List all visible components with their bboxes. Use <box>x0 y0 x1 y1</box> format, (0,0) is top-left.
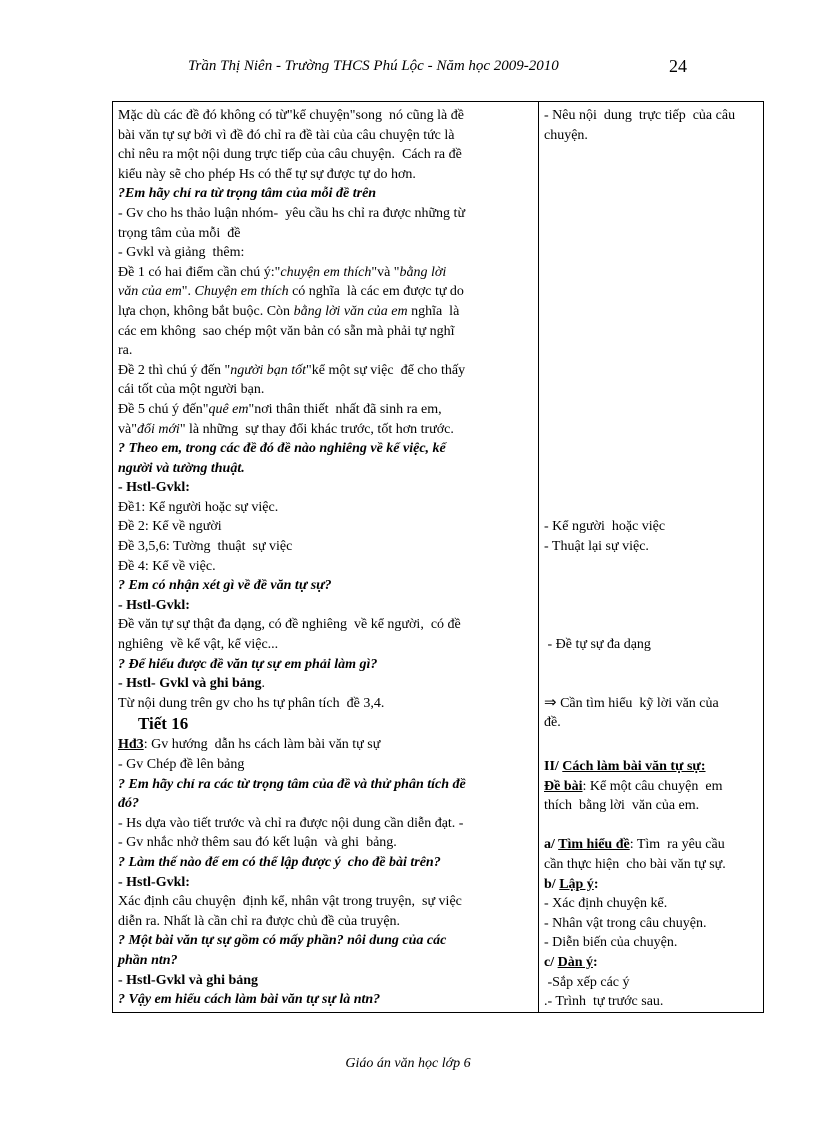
question-line: ? Làm thế nào để em có thể lập được ý cho đề bài trên? <box>118 854 441 870</box>
page-header <box>0 56 816 80</box>
text-line: cái tốt của một người bạn. <box>118 382 265 398</box>
text-line <box>544 953 758 973</box>
text-line: Đề 2: Kể về người <box>118 519 222 535</box>
header-title: Trần Thị Niên - Trường THCS Phú Lộc - Năm học 2009-2010 <box>188 58 559 74</box>
text-line: - Nhân vật trong câu chuyện. <box>544 915 707 931</box>
text-span: có nghĩa là các em được tự do <box>288 284 464 300</box>
page-footer: Giáo án văn học lớp 6 <box>345 1056 471 1071</box>
section-heading <box>544 757 758 777</box>
content-column <box>539 102 764 1013</box>
text-line: Xác định câu chuyện định kể, nhân vật trong truyện, sự việc <box>118 894 462 910</box>
italic-phrase: bằng lời văn của em <box>293 303 408 319</box>
question-line: ? Theo em, trong các đề đó đề nào nghiêng về kể việc, kể <box>118 441 446 457</box>
text-line: nghiêng về kể vật, kể việc... <box>118 637 279 653</box>
answer-heading: - Hstl-Gvkl và ghi bảng <box>118 972 259 988</box>
text-span: . <box>261 676 266 692</box>
text-line <box>544 875 758 895</box>
text-line: - Gvkl và giảng thêm: <box>118 245 245 261</box>
text-span: : <box>593 876 599 892</box>
text-span: : Gv hướng dẫn hs cách làm bài văn tự sự <box>143 737 381 753</box>
answer-heading: - Hstl-Gvkl: <box>118 597 190 613</box>
answer-heading: - Hstl-Gvkl: <box>118 480 190 496</box>
text-line: - Nêu nội dung trực tiếp của câu <box>544 108 736 123</box>
text-line: Mặc dù các đề đó không có từ"kể chuyện"song nó cũng là đề <box>118 108 464 123</box>
text-line: - Gv Chép đề lên bảng <box>118 757 245 772</box>
text-line: kiểu này sẽ cho phép Hs có thể tự sự được tự do hơn. <box>118 166 416 182</box>
question-line: ?Em hãy chỉ ra từ trọng tâm của mỗi đề trên <box>118 186 377 202</box>
text-line: - Gv cho hs thảo luận nhóm- yêu cầu hs chỉ ra được những từ <box>118 205 466 221</box>
text-line: .- Trình tự trước sau. <box>544 994 664 1010</box>
text-line: Đề 4: Kể về việc. <box>118 558 216 574</box>
text-line: chỉ nêu ra một nội dung trực tiếp của câu chuyện. Cách ra đề <box>118 147 462 163</box>
text-line: Đề văn tự sự thật đa dạng, có đề nghiêng về kể người, có đề <box>118 617 461 633</box>
text-line <box>118 361 533 381</box>
text-span: Đề 5 chú ý đến" <box>118 401 209 417</box>
question-line: đó? <box>118 796 139 812</box>
text-line: cần thực hiện cho bài văn tự sự. <box>544 856 726 872</box>
text-line <box>118 420 533 440</box>
italic-phrase: người bạn tốt <box>230 362 307 378</box>
text-line <box>118 735 533 755</box>
italic-phrase: chuyện em thích <box>280 264 372 280</box>
question-line: ? Em có nhận xét gì về đề văn tự sự? <box>118 578 332 594</box>
answer-heading: - Hstl-Gvkl: <box>118 874 190 890</box>
lesson-table <box>112 101 764 1013</box>
text-line <box>118 282 533 302</box>
text-span: II/ <box>544 759 563 774</box>
text-span: "kể một sự việc để cho thấy <box>306 362 466 378</box>
question-line: ? Một bài văn tự sự gồm có mấy phần? nôi dung của các <box>118 933 447 949</box>
text-span: và" <box>118 421 137 437</box>
text-line: - Hs dựa vào tiết trước và chỉ ra được nội dung cần diễn đạt. - <box>118 815 464 831</box>
text-line: - Đề tự sự đa dạng <box>544 637 651 653</box>
italic-phrase: Chuyện em thích <box>194 284 289 300</box>
page-number: 24 <box>669 56 687 76</box>
text-line <box>544 835 758 855</box>
topic-label: Đề bài <box>544 778 583 794</box>
question-line: người và tường thuật. <box>118 460 245 476</box>
question-line: ? Em hãy chỉ ra các từ trọng tâm của đề và thử phân tích đề <box>118 776 466 792</box>
text-line <box>544 694 758 714</box>
text-span: Cách làm bài văn tự sự: <box>562 759 706 774</box>
text-span: : <box>593 954 598 970</box>
italic-phrase: quê em <box>208 401 249 417</box>
italic-phrase: văn của em <box>118 284 182 300</box>
text-line <box>118 400 533 420</box>
activity-label: Hđ3 <box>118 737 144 753</box>
italic-phrase: đổi mới <box>136 421 180 437</box>
text-line: Đề1: Kể người hoặc sự việc. <box>118 499 279 515</box>
text-span: lựa chọn, không bắt buộc. Còn <box>118 303 294 319</box>
text-span: Đề 1 có hai điểm cần chú ý:" <box>118 264 281 280</box>
text-span: Đề 2 thì chú ý đến " <box>118 362 231 378</box>
text-line: Từ nội dung trên gv cho hs tự phân tích đề 3,4. <box>118 695 385 711</box>
text-span: nghĩa là <box>407 303 460 319</box>
question-line: ? Vậy em hiểu cách làm bài văn tự sự là ntn? <box>118 992 381 1008</box>
text-line: - Xác định chuyện kể. <box>544 896 668 912</box>
text-line: - Thuật lại sự việc. <box>544 539 649 555</box>
implies-arrow-icon: ⇒ <box>544 694 557 711</box>
text-span: : Tìm ra yêu cầu <box>629 837 725 853</box>
question-line: phần ntn? <box>118 952 178 968</box>
text-span: : Kể một câu chuyện em <box>582 778 723 794</box>
text-line: - Diễn biến của chuyện. <box>544 935 678 951</box>
lesson-period-heading: Tiết 16 <box>138 714 189 734</box>
text-span: ". <box>181 284 195 300</box>
text-line <box>118 263 533 283</box>
answer-heading <box>118 674 533 694</box>
text-line: bài văn tự sự bởi vì đề đó chỉ ra đề tài của câu chuyện tức là <box>118 127 455 143</box>
text-span: Lập ý <box>559 876 594 892</box>
text-span: Cần tìm hiểu kỹ lời văn của <box>556 695 719 711</box>
text-line: các em không sao chép một văn bản có sẵn mà phải tự nghĩ <box>118 323 455 339</box>
text-span: Gvkl và ghi bảng <box>159 676 262 692</box>
text-span: "nơi thân thiết nhất đã sinh ra em, <box>248 401 442 417</box>
text-span: "và " <box>371 264 400 280</box>
text-span: Dàn ý <box>557 954 594 970</box>
question-line: ? Để hiểu được đề văn tự sự em phải làm gì? <box>118 656 378 672</box>
text-line: diễn ra. Nhất là cần chỉ ra được chủ đề của truyện. <box>118 913 401 929</box>
italic-phrase: bằng lời <box>399 264 447 280</box>
text-span: a/ <box>544 837 559 853</box>
text-span: Tìm hiểu đề <box>558 837 630 853</box>
text-line: -Sắp xếp các ý <box>544 974 630 990</box>
text-span: b/ <box>544 876 560 892</box>
text-span: c/ <box>544 954 558 970</box>
text-line: ra. <box>118 343 133 359</box>
text-span: " là những sự thay đổi khác trước, tốt hơn trước. <box>179 421 454 437</box>
text-span: - Hstl- <box>118 676 160 692</box>
text-line: đề. <box>544 715 561 731</box>
text-line: chuyện. <box>544 127 588 143</box>
text-line: Đề 3,5,6: Tường thuật sự việc <box>118 539 293 555</box>
text-line <box>118 302 533 322</box>
text-line: - Kể người hoặc việc <box>544 519 666 535</box>
activity-column <box>113 102 539 1013</box>
text-line: - Gv nhắc nhở thêm sau đó kết luận và ghi bảng. <box>118 835 397 851</box>
text-line: trọng tâm của mỗi đề <box>118 225 241 241</box>
text-line: thích bằng lời văn của em. <box>544 798 700 814</box>
text-line <box>544 777 758 797</box>
table-row <box>113 102 764 1013</box>
